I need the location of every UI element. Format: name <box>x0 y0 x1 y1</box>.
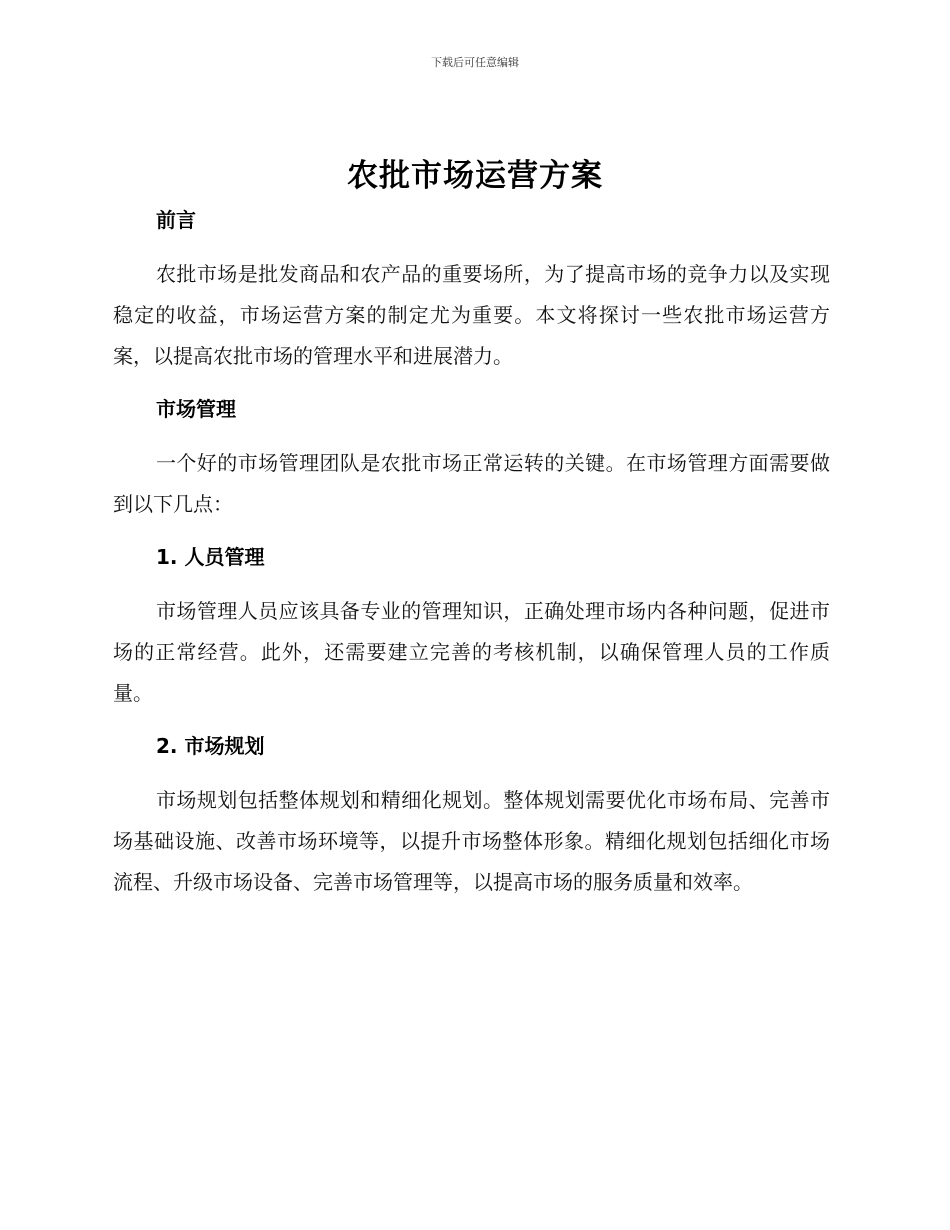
section-market-planning <box>113 726 830 903</box>
document-title: 农批市场运营方案 <box>347 158 603 194</box>
section-preface <box>113 200 830 377</box>
document-body <box>113 200 830 903</box>
section-paragraph: 农批市场是批发商品和农产品的重要场所，为了提高市场的竞争力以及实现稳定的收益，市场运营方案的制定尤为重要。本文将探讨一些农批市场运营方案，以提高农批市场的管理水平和进展潜力。 <box>113 262 830 368</box>
section-paragraph: 市场规划包括整体规划和精细化规划。整体规划需要优化市场布局、完善市场基础设施、改善市场环境等，以提升市场整体形象。精细化规划包括细化市场流程、升级市场设备、完善市场管理等，以提高市场的服务质量和效率。 <box>113 788 830 894</box>
header-note: 下载后可任意编辑 <box>431 56 519 69</box>
section-paragraph: 一个好的市场管理团队是农批市场正常运转的关键。在市场管理方面需要做到以下几点： <box>113 451 830 516</box>
section-heading: 1. 人员管理 <box>156 545 265 569</box>
section-heading: 2. 市场规划 <box>156 734 265 758</box>
section-personnel-management <box>113 537 830 714</box>
section-heading: 市场管理 <box>156 397 236 421</box>
section-heading: 前言 <box>156 208 196 232</box>
section-market-management <box>113 389 830 525</box>
section-paragraph: 市场管理人员应该具备专业的管理知识，正确处理市场内各种问题，促进市场的正常经营。此外，还需要建立完善的考核机制，以确保管理人员的工作质量。 <box>113 599 830 705</box>
